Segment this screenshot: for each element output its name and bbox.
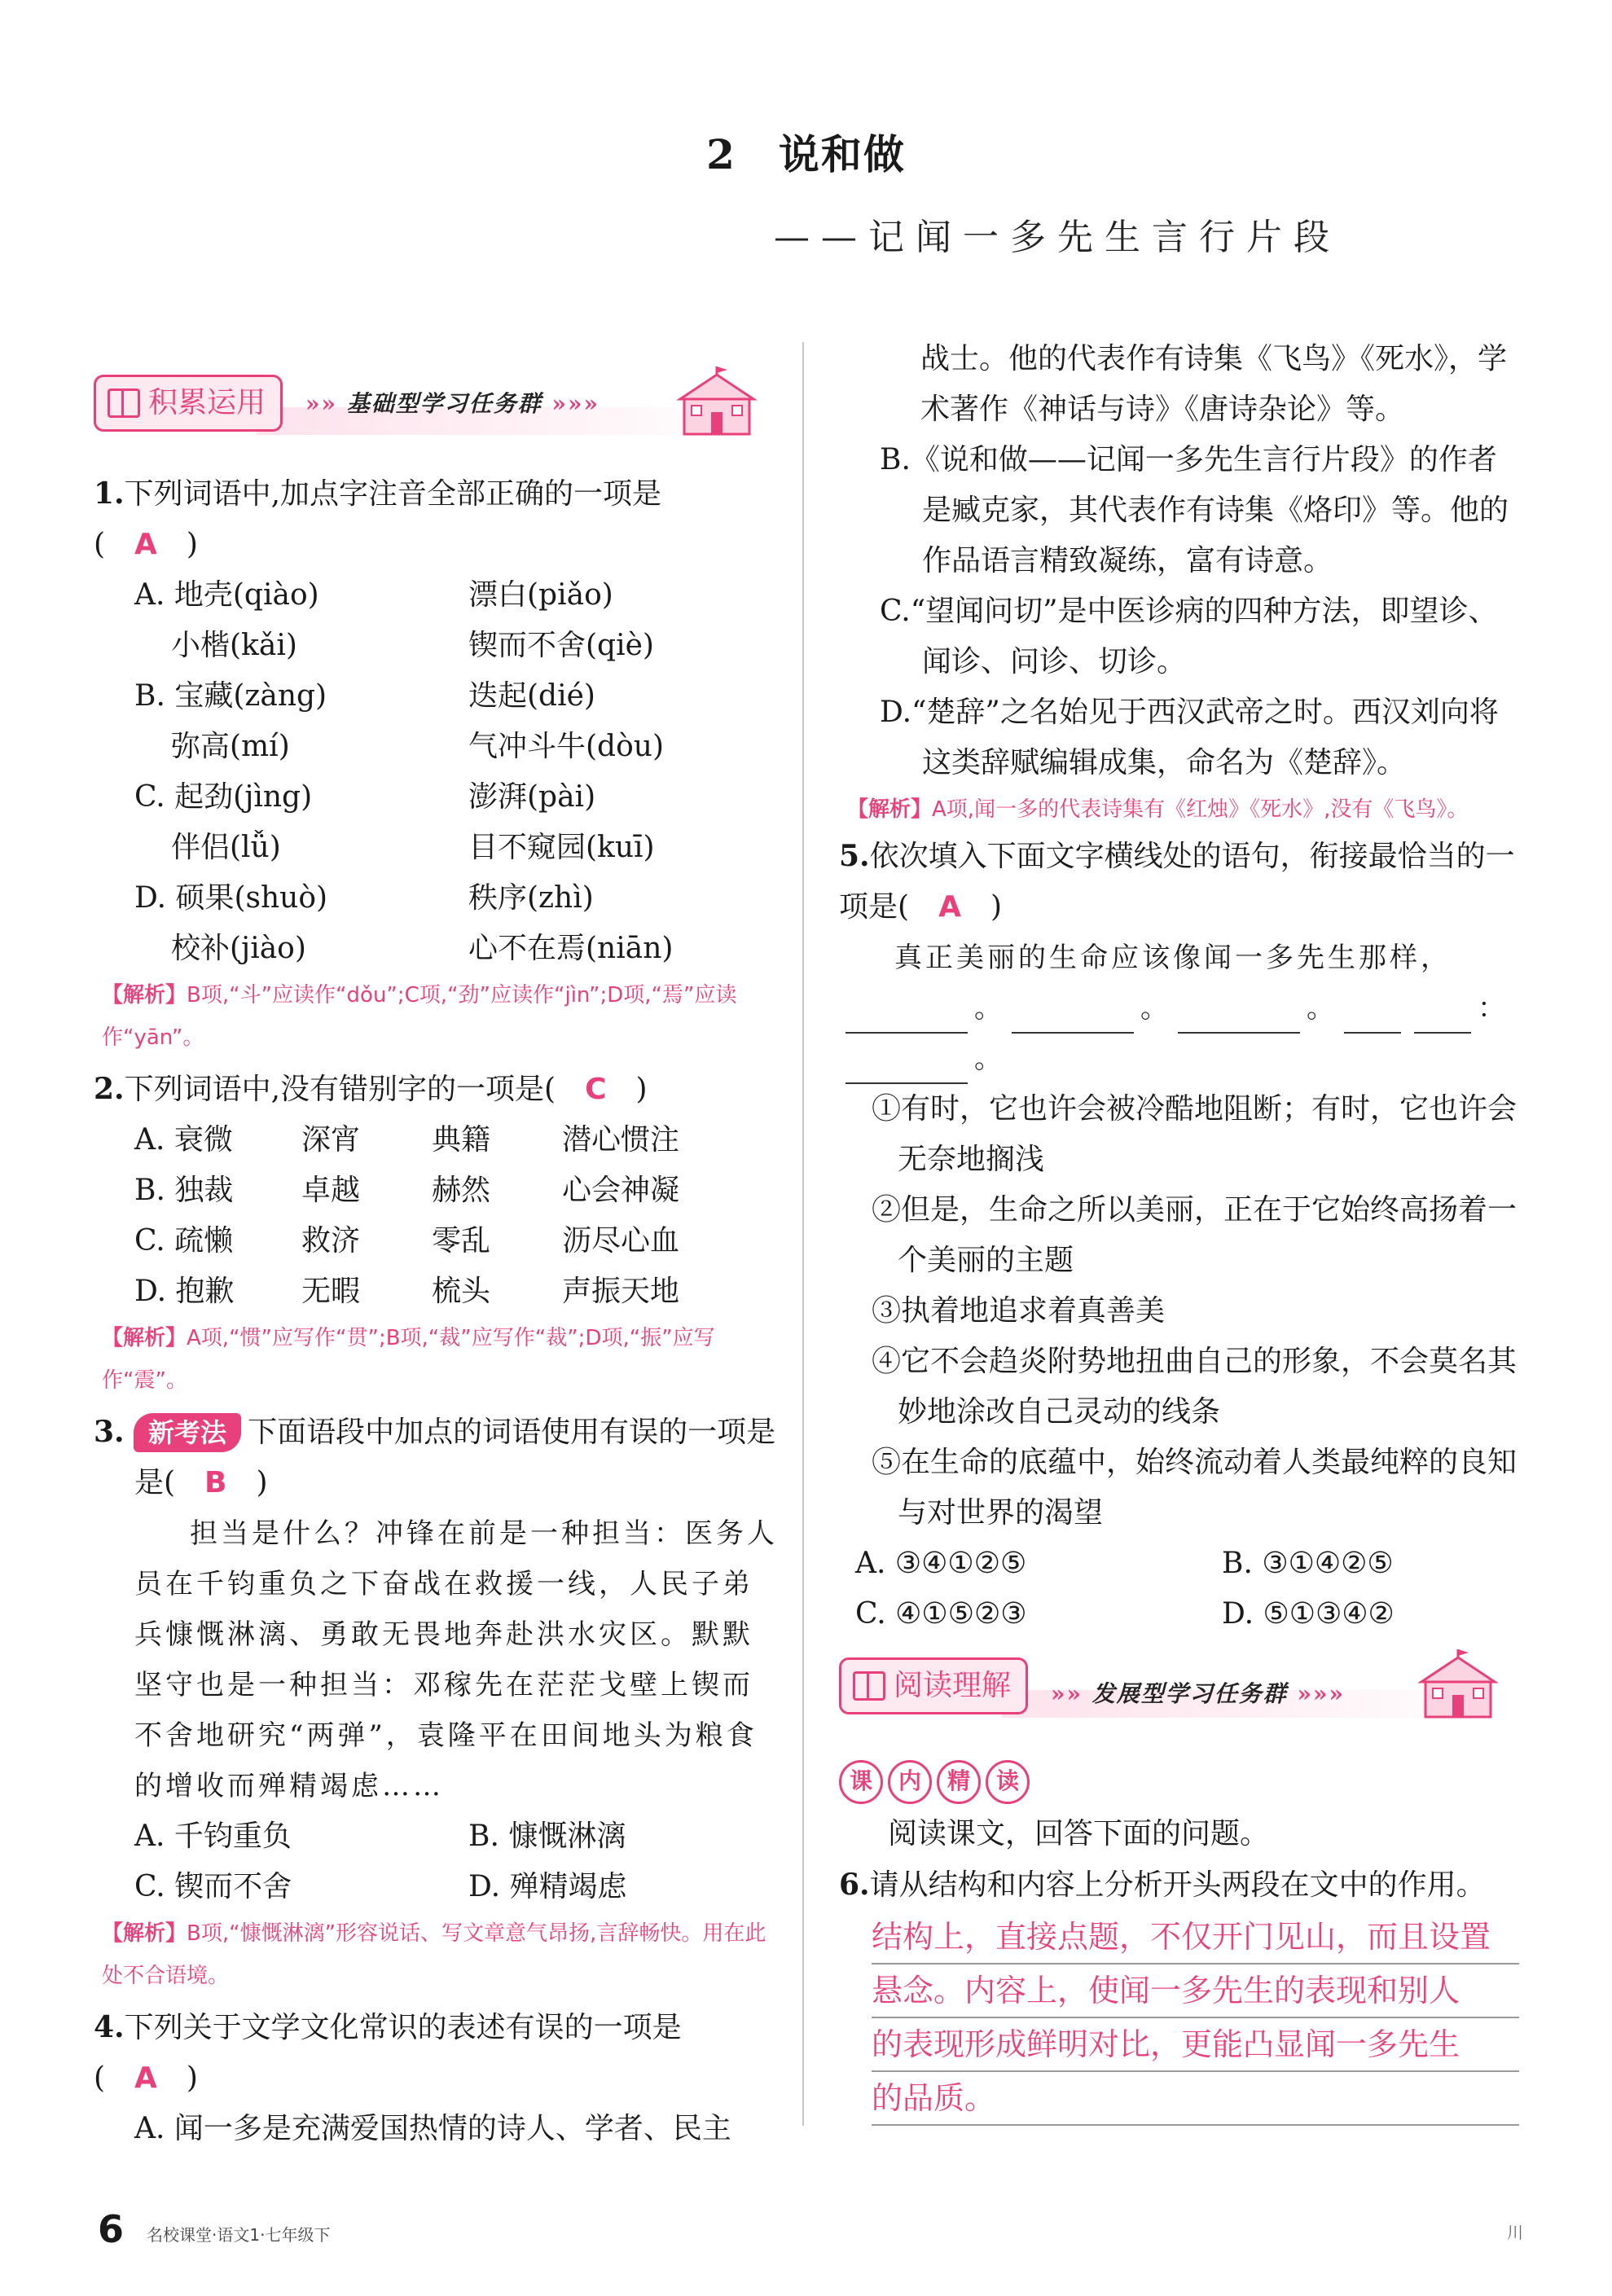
question-4: 4.下列关于文学文化常识的表述有误的一项是 ( A ) A. 闻一多是充满爱国热情的诗人、学者、民主	[94, 2010, 731, 2145]
q4-option-a-cont: 战士。他的代表作有诗集《飞鸟》《死水》，学术著作《神话与诗》《唐诗杂论》等。	[920, 342, 1508, 426]
answer: C	[585, 1073, 607, 1106]
reading-intro: 阅读课文，回答下面的问题。	[888, 1817, 1270, 1850]
section-label: 阅读理解	[839, 1657, 1028, 1714]
analysis: 【解析】A项,闻一多的代表诗集有《红烛》《死水》,没有《飞鸟》。	[847, 797, 1469, 822]
school-icon	[1413, 1648, 1503, 1721]
column-divider	[802, 342, 804, 2126]
q4-option-b: B.《说和做——记闻一多先生言行片段》的作者是臧克家，其代表作有诗集《烙印》等。他的作品语言精致凝练，富有诗意。	[880, 443, 1509, 577]
question-3: 3. 新考法 下面语段中加点的词语使用有误的一项是 是( B ) 担当是什么？冲锋在前是一种担当：医务人员在千钧重负之下奋战在救援一线，人民子弟兵慷慨淋漓、勇敢无畏地奔赴洪水灾区。默默坚守也是一种担当：邓稼先在茫茫戈壁上锲而不舍地研究“两弹”，袁隆平在田间地头为粮食的增收而殚精竭虑…… A. 千钧重负 B. 慷慨淋漓 C. 锲而不舍 D. 殚精竭虑 【解析】B项,“慷慨淋漓”形容说话、写文章意气昂扬,言辞畅快。用在此处不合语境。	[94, 1407, 778, 1997]
page-title: 2 说和做	[706, 130, 906, 178]
right-column	[839, 334, 1519, 2126]
question-5: 5.依次填入下面文字横线处的语句，衔接最恰当的一项是( A ) 真正美丽的生命应该像闻一多先生那样，。 。 。 ：。 ①有时，它也许会被冷酷地阻断；有时，它也许会无奈地搁浅 ②但是，生命之所以美丽，正在于它始终高扬着一个美丽的主题 ③执着地追求着真善美 ④它不会趋炎附势地扭曲自己的形象，不会莫名其妙地涂改自己灵动的线条 ⑤在生命的底蕴中，始终流动着人类最纯粹的良知与对世界的渴望 A. ③④①②⑤ B. ③①④②⑤ C. ④①⑤②③ D. ⑤①③④②	[839, 839, 1518, 1631]
answer: A	[134, 2061, 157, 2095]
analysis: 【解析】A项,“惯”应写作“贯”;B项,“裁”应写作“裁”;D项,“振”应写作“震”。	[102, 1326, 715, 1393]
question-6: 6.请从结构和内容上分析开头两段在文中的作用。 结构上，直接点题，不仅开门见山，而且设置 悬念。内容上，使闻一多先生的表现和别人 的表现形成鲜明对比，更能凸显闻一多先生 的品质。	[839, 1859, 1519, 2126]
footer-mark: 川	[1507, 2223, 1523, 2242]
section-sub: »» 发展型学习任务群 »»»	[1051, 1680, 1346, 1707]
question-2: 2.下列词语中,没有错别字的一项是( C ) A. 衰微 深宵 典籍 潜心惯注 B. 独裁 卓越 赫然 心会神凝 C. 疏懒 救济 零乱 沥尽心血 D. 抱歉 无暇 梳头 声振天地 【解析】A项,“惯”应写作“贯”;B项,“裁”应写作“裁”;D项,“振”应写作“震”。	[94, 1064, 778, 1402]
analysis: 【解析】B项,“慷慨淋漓”形容说话、写文章意气昂扬,言辞畅快。用在此处不合语境。	[102, 1921, 766, 1988]
q4-option-d: D.“楚辞”之名始见于西汉武帝之时。西汉刘向将这类辞赋编辑成集，命名为《楚辞》。	[880, 696, 1499, 779]
section-sub: »» 基础型学习任务群 »»»	[305, 390, 600, 417]
answer: A	[938, 890, 961, 924]
book-icon	[108, 389, 140, 418]
page-number: 6	[98, 2207, 125, 2251]
question-1: 1.下列词语中,加点字注音全部正确的一项是 ( A ) A. 地壳(qiào) 漂白(piǎo) 小楷(kǎi) 锲而不舍(qiè) B. 宝藏(zàng) 迭起(dié) 弥高(mí) 气冲斗牛(dòu) C. 起劲(jìng) 澎湃(pài) 伴侣(lǚ) 目不窥园(kuī) D. 硕果(shuò) 秩序(zhì) 校补(jiào) 心不在焉(niān) 【解析】B项,“斗”应读作“dǒu”;C项,“劲”应读作“jìn”;D项,“焉”应读作“yān”。	[94, 468, 778, 1059]
answer: A	[134, 528, 157, 561]
section-banner-reading	[839, 1648, 1519, 1729]
answer: B	[204, 1466, 227, 1499]
new-method-badge: 新考法	[134, 1413, 241, 1452]
footer-text: 名校课堂·语文1·七年级下	[147, 2225, 331, 2245]
inner-reading-badge: 课 内 精 读	[839, 1760, 1030, 1804]
handwritten-answer: 结构上，直接点题，不仅开门见山，而且设置 悬念。内容上，使闻一多先生的表现和别人 的表现形成鲜明对比，更能凸显闻一多先生 的品质。	[872, 1911, 1519, 2126]
analysis: 【解析】B项,“斗”应读作“dǒu”;C项,“劲”应读作“jìn”;D项,“焉”应读作“yān”。	[102, 983, 737, 1050]
book-icon	[853, 1671, 885, 1701]
page-subtitle: ——记闻一多先生言行片段	[774, 217, 1341, 258]
school-icon	[672, 365, 762, 438]
section-banner-basic	[94, 358, 778, 469]
section-label: 积累运用	[94, 375, 283, 432]
q4-option-c: C.“望闻问切”是中医诊病的四种方法，即望诊、闻诊、问诊、切诊。	[880, 595, 1498, 678]
passage: 担当是什么？冲锋在前是一种担当：医务人员在千钧重负之下奋战在救援一线，人民子弟兵慷慨淋漓、勇敢无畏地奔赴洪水灾区。默默坚守也是一种担当：邓稼先在茫茫戈壁上锲而不舍地研究“两弹”，袁隆平在田间地头为粮食的增收而殚精竭虑……	[134, 1517, 778, 1802]
left-column	[94, 468, 778, 2154]
